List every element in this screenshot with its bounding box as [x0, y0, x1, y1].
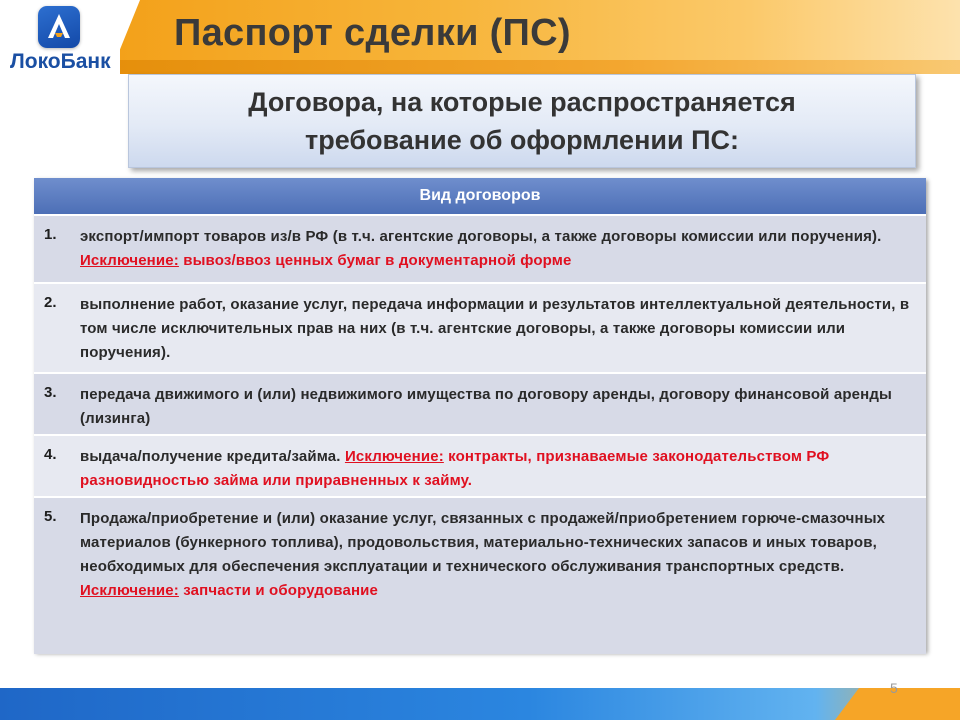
brand-name: ЛокоБанк	[10, 50, 111, 73]
row-text	[80, 293, 910, 365]
row-text	[80, 507, 910, 603]
slide-title: Паспорт сделки (ПС)	[174, 12, 571, 54]
table-row	[34, 282, 926, 374]
table-row	[34, 372, 926, 436]
row-number: 4.	[44, 446, 57, 463]
table-row	[34, 496, 926, 654]
exception-label: Исключение:	[344, 448, 444, 465]
footer-band	[0, 688, 960, 720]
subtitle-line-1: Договора, на которые распространяется	[248, 87, 796, 117]
row-number: 5.	[44, 508, 57, 525]
row-description: экспорт/импорт товаров из/в РФ (в т.ч. агентские договоры, а также договоры комиссии или поручения).	[80, 228, 882, 245]
row-text	[80, 445, 910, 493]
exception-label: Исключение:	[80, 252, 179, 269]
footer-slant	[835, 688, 859, 720]
subtitle-line-2: требование об оформлении ПС:	[305, 125, 739, 155]
table-row	[34, 214, 926, 284]
page-number: 5	[890, 680, 898, 696]
exception-text: запчасти и оборудование	[178, 582, 379, 599]
row-description: Продажа/приобретение и (или) оказание услуг, связанных с продажей/приобретением горюче-смазочных материалов (бункерного топлива), продовольствия, материально-технических запасов и иных товаров, необходимых для обеспечения эксплуатации и технического обслуживания транспортных средств.	[80, 510, 886, 575]
row-number: 3.	[44, 384, 57, 401]
header-diagonal	[110, 0, 140, 74]
row-description: выполнение работ, оказание услуг, передача информации и результатов интеллектуальной деятельности, в том числе исключительных прав на них (в т.ч. агентские договоры, а также договоры комиссии или поручения).	[80, 296, 910, 361]
row-description: выдача/получение кредита/займа.	[80, 448, 341, 465]
exception-text: вывоз/ввоз ценных бумаг в документарной форме	[178, 252, 572, 269]
row-number: 1.	[44, 226, 57, 243]
row-text	[80, 225, 910, 273]
lokobank-logo-icon	[38, 6, 80, 48]
exception-label: Исключение:	[80, 582, 179, 599]
contracts-table	[34, 178, 926, 652]
subtitle	[248, 83, 796, 159]
table-row	[34, 434, 926, 498]
header-stripe	[120, 60, 960, 74]
exception-text: контракты, признаваемые законодательством РФ разновидностью займа или приравненных к займу.	[80, 448, 830, 489]
subtitle-box	[128, 74, 916, 168]
footer-orange-block	[859, 688, 960, 720]
row-number: 2.	[44, 294, 57, 311]
table-header: Вид договоров	[34, 178, 926, 214]
row-description: передача движимого и (или) недвижимого имущества по договору аренды, договору финансовой аренды (лизинга)	[80, 386, 892, 427]
row-text	[80, 383, 910, 431]
